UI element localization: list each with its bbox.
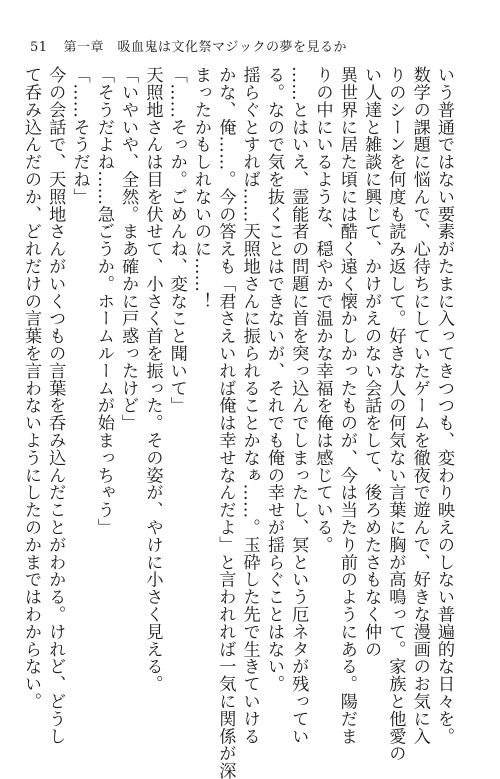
text-line: 数学の課題に悩んで、心待ちにしていたゲームを徹夜で遊んで、好きな漫画のお気に入	[409, 66, 430, 745]
text-line: 今の会話で、天照地さんがいくつもの言葉を呑み込んだことがわかる。けれど、どうし	[45, 66, 66, 745]
text-line: いう普通ではない要素がたまに入ってきつつも、変わり映えのしない普遍的な日々を。	[434, 66, 454, 745]
text-line: まったかもしれないのに……！	[191, 66, 212, 310]
text-line: 「……そうだね」	[69, 66, 90, 206]
text-line: 「いやいや、全然。まあ確かに戸惑ったけど」	[118, 66, 139, 432]
text-line: ……とはいえ、霊能者の問題に首を突っ込んでしまったし、冥という厄ネタが残ってい	[288, 66, 309, 745]
vertical-body-text	[20, 66, 456, 779]
text-line: い人達と雑談に興じて、かけがえのない会話をして、後ろめたさもなく仲の	[361, 66, 382, 658]
text-line: 天照地さんは目を伏せて、小さく首を振った。その姿が、やけに小さく見える。	[142, 66, 163, 693]
text-line: 異世界に居た頃には酷く遠く懐かしかったものが、今は当たり前のようにある。陽だま	[336, 66, 357, 745]
running-header	[30, 36, 347, 55]
text-line: りの中にいるような、穏やかで温かな幸福を俺は感じている。	[312, 66, 333, 554]
text-line: て呑み込んだのか、どれだけの言葉を言わないようにしたのかまではわからない。	[20, 66, 41, 710]
chapter-title: 第一章 吸血鬼は文化祭マジックの夢を見るか	[63, 40, 348, 55]
page-number: 51	[30, 40, 48, 55]
text-line: 揺らぐとすれば……天照地さんに振られることかなぁ……。玉砕した先で生きていける	[239, 66, 260, 745]
text-line: 「……そっか。ごめんね、変なこと聞いて」	[166, 66, 187, 414]
text-line: 「そうだよね……急ごうか。ホームルームが始まっちゃう」	[93, 66, 114, 536]
text-line: る。なので気を抜くことはできないが、それでも俺の幸せが揺らぐことはない。	[263, 66, 284, 693]
text-line: りのシーンを何度も読み返して。好きな人の何気ない言葉に胸が高鳴って。家族と他愛の	[385, 66, 406, 762]
text-line: かな、俺……。今の答えも「君さえいれば俺は幸せなんだよ」と言われれば一気に関係が深	[215, 66, 236, 779]
